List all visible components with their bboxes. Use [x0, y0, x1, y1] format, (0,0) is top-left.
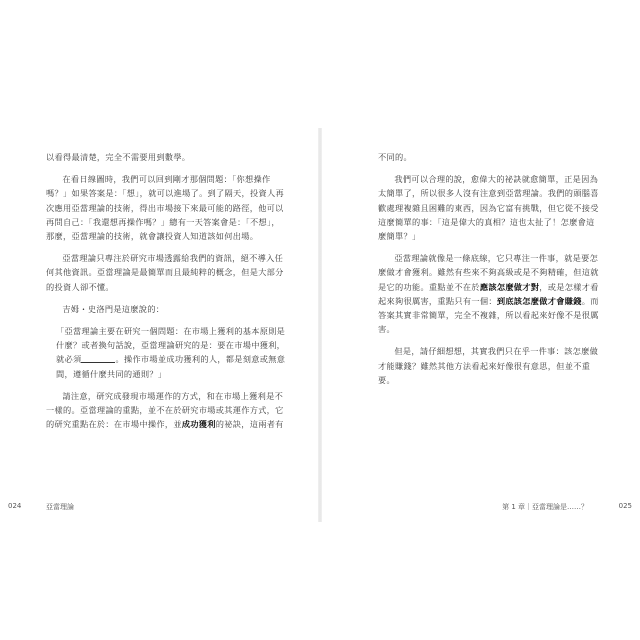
page-number: 024 — [8, 502, 22, 510]
paragraph: 以看得最清楚，完全不需要用到數學。 — [46, 152, 191, 162]
quote-text: 「亞當理論主要在研究一個問題：在市場上獲利的基本原則是什麼？或者換句話說，亞當理論研究的是：要在市場中獲利，就必須 — [56, 326, 286, 365]
running-title: 第 1 章｜亞當理論是……？ — [502, 503, 588, 511]
fill-in-blank — [81, 353, 115, 363]
left-page — [8, 130, 318, 520]
paragraph — [378, 251, 600, 336]
emphasis-text: 到底該怎麼做才會賺錢 — [496, 295, 582, 306]
paragraph-text: 請注意，研究成發現市場運作的方式，和在市場上獲利是不一樣的。亞當理論的重點，並不在於研究市場或其運作方式，它的研究重點在於：在市場中操作，並 — [46, 390, 284, 430]
paragraph: 亞當理論只專注於研究市場透露給我們的資訊，絕不導入任何其他資訊。亞當理論是最簡單而且最純粹的概念，但是大部分的投資人卻不懂。 — [46, 253, 284, 292]
paragraph: 我們可以合理的說，愈偉大的祕訣就愈簡單，正是因為太簡單了，所以很多人沒有注意到亞當理論。我們的頭腦喜歡處理複雜且困難的東西，因為它富有挑戰，但它從不接受這麼簡單的事：「這是偉大的真相？這也太扯了！怎麼會這麼簡單？」 — [378, 174, 599, 242]
paragraph-text: 。而答案其實非常簡單，完全不複雜，所以看起來好像不是很厲害。 — [378, 295, 599, 335]
block-quote — [46, 324, 286, 381]
paragraph: 但是，請仔細想想，其實我們只在乎一件事：該怎麼做才能賺錢？雖然其他方法看起來好像很有意思，但並不重要。 — [378, 346, 599, 385]
emphasis-text: 應該怎麼做才對 — [479, 281, 540, 292]
emphasis-text: 成功獲利 — [181, 419, 216, 430]
left-page-body — [46, 150, 286, 439]
right-page — [322, 130, 632, 520]
paragraph-text: 的祕訣，這兩者有 — [215, 419, 284, 430]
paragraph: 吉姆・史洛門是這麼說的： — [62, 303, 165, 314]
paragraph: 不同的。 — [378, 152, 412, 162]
right-page-body — [378, 150, 600, 395]
paragraph-text: 亞當理論就像是一條底線，它只專注一件事，就是要怎麼做才會獲利。雖然有些來不夠高級或是不夠精確，但這就是它的功能。重點並不在於 — [378, 253, 599, 292]
quote-text: 。操作市場並成功獲利的人，都是刻意或無意間，遵循什麼共同的通則？」 — [56, 354, 286, 379]
paragraph: 在看日線圖時，我們可以回到剛才那個問題：「你想操作嗎？」如果答案是：「想」，就可以進場了。到了隔天，投資人再次應用亞當理論的技術，得出市場接下來最可能的路徑，他可以再問自己：「我還想再操作嗎？」總有一天答案會是：「不想」，那麼，亞當理論的技術，就會讓投資人知道該如何出場。 — [46, 174, 284, 242]
page-number: 025 — [618, 502, 632, 510]
paragraph-text: ，或是怎樣才看起來夠很厲害，重點只有一個： — [378, 281, 599, 306]
running-title: 亞當理論 — [46, 503, 74, 511]
paragraph — [46, 389, 286, 432]
